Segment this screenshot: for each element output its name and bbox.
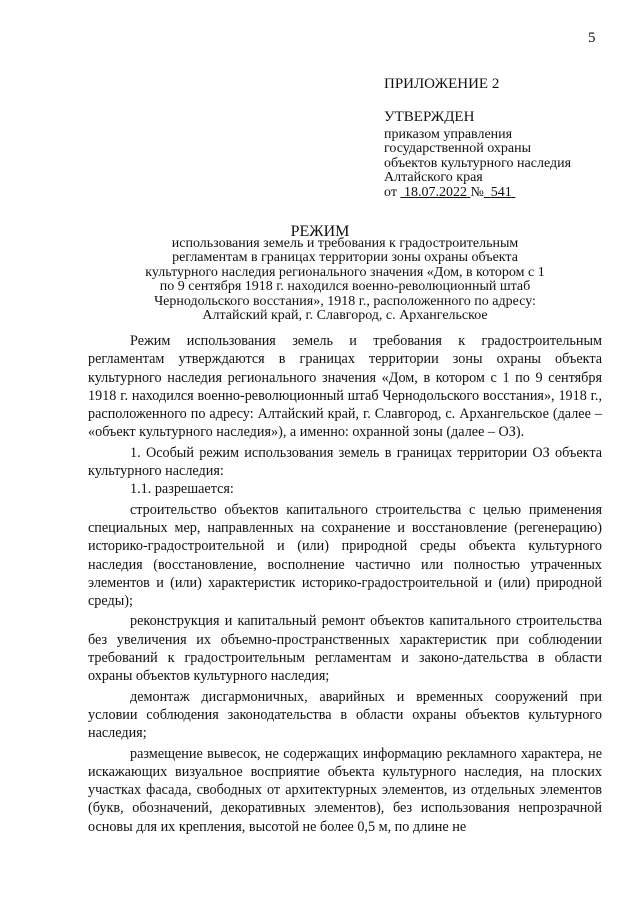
approval-heading: УТВЕРЖДЕН [384, 109, 475, 125]
approval-block [384, 110, 624, 200]
subtitle-line: Алтайский край, г. Славгород, с. Архангельское [202, 308, 488, 324]
page-number: 5 [588, 30, 596, 46]
section-heading-paragraph: 1. Особый режим использования земель в границах территории ОЗ объекта культурного наследия: [88, 444, 602, 480]
approval-line: Алтайского края [384, 170, 483, 185]
list-item-paragraph: строительство объектов капитального строительства с целью применения специальных мер, направленных на сохранение и восстановление (регенерацию) историко-градостроительной и (или) природной среды объекта культурного наследия (восстановление, восполнение частично или полностью утраченных элементов и (или) характеристик историко-градостроительной и (или) природной среды); [88, 501, 602, 610]
approval-date: 18.07.2022 [403, 184, 467, 200]
approval-date-line [384, 186, 624, 201]
list-item-paragraph: реконструкция и капитальный ремонт объектов капитального строительства без увеличения их объемно-пространственных характеристик при соблюдении требований к градостроительным регламентам и законо-дательства в области охраны объектов культурного наследия; [88, 613, 602, 685]
approval-line: приказом управления [384, 126, 513, 142]
approval-line: государственной охраны [384, 141, 532, 156]
date-prefix: от [384, 184, 397, 200]
document-subtitle [120, 237, 570, 323]
subtitle-line: регламентам в границах территории зоны охраны объекта [172, 250, 518, 266]
intro-paragraph: Режим использования земель и требования к градостроительным регламентам утверждаются в границах территории зоны охраны объекта культурного наследия регионального значения «Дом, в котором с 1 по 9 сентября 1918 г. находился военно-революционный штаб Чернодольского восстания», 1918 г., расположенного по адресу: Алтайский край, г. Славгород, с. Архангельское (далее – «объект культурного наследия»), а именно: охранной зоны (далее – ОЗ). [88, 333, 602, 441]
approval-line: объектов культурного наследия [384, 155, 572, 171]
approval-number: 541 [490, 184, 512, 200]
document-body [88, 332, 602, 836]
subsection-paragraph: 1.1. разрешается: [130, 481, 234, 498]
subtitle-line: по 9 сентября 1918 г. находился военно-революционный штаб [159, 279, 531, 295]
subtitle-line: культурного наследия регионального значения «Дом, в котором с 1 [145, 264, 545, 280]
list-item-paragraph: демонтаж дисгармоничных, аварийных и временных сооружений при условии соблюдения законодательства в области охраны объектов культурного наследия; [88, 688, 602, 742]
list-item-paragraph: размещение вывесок, не содержащих информацию рекламного характера, не искажающих визуальное восприятие объекта культурного наследия, на плоских участках фасада, свободных от архитектурных элементов, из отдельных элементов (букв, обозначений, декоративных элементов), без использования непрозрачной основы для их крепления, высотой не более 0,5 м, по длине не [88, 745, 602, 835]
number-sign: № [470, 184, 484, 200]
subtitle-line: использования земель и требования к градостроительным [171, 236, 519, 251]
subtitle-line: Чернодольского восстания», 1918 г., расположенного по адресу: [154, 293, 536, 309]
document-title: РЕЖИМ [290, 223, 350, 240]
appendix-label: ПРИЛОЖЕНИЕ 2 [384, 76, 500, 92]
